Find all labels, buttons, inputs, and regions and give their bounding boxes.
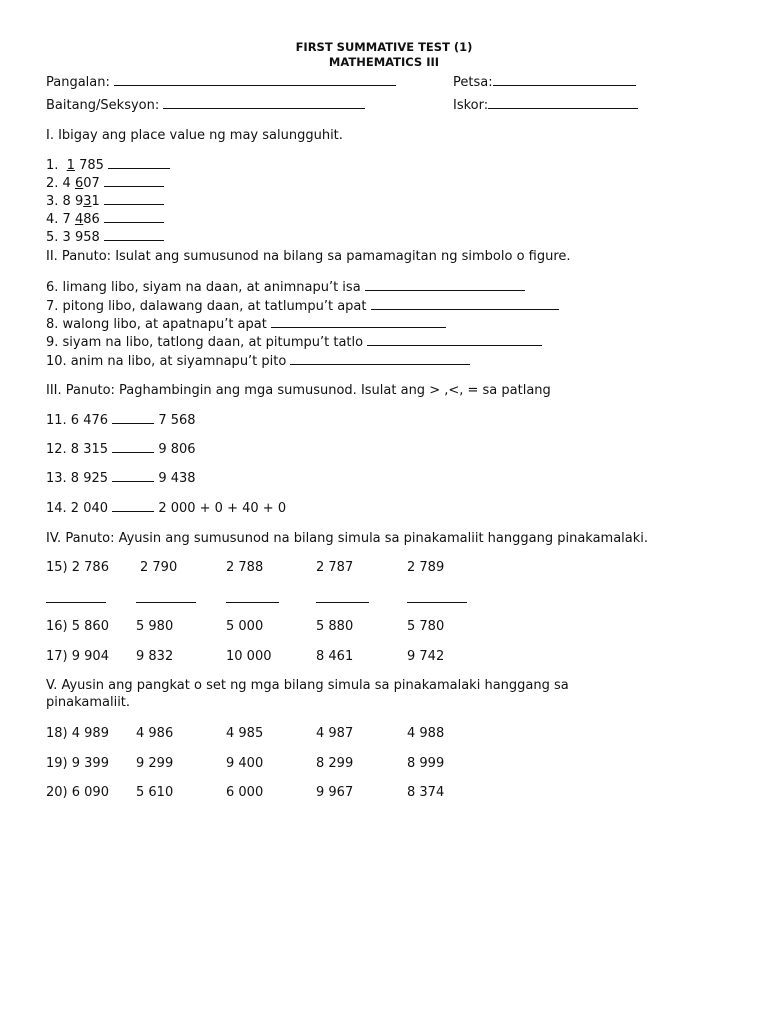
list-item: 1. 1 785 [46, 157, 170, 174]
number-cell: 10 000 [226, 649, 272, 664]
number-cell: 5 000 [226, 619, 264, 634]
number-cell: 15) 2 786 [46, 560, 109, 575]
part1-instruction: I. Ibigay ang place value ng may salungguhit. [46, 128, 343, 143]
score-blank[interactable] [488, 97, 638, 109]
grade-section-blank[interactable] [163, 97, 365, 109]
number-cell: 20) 6 090 [46, 785, 109, 800]
name-blank[interactable] [114, 74, 396, 86]
name-field [46, 74, 396, 91]
date-field [453, 74, 636, 91]
number-cell: 5 610 [136, 785, 174, 800]
answer-blank[interactable] [365, 279, 525, 291]
part3-instruction: III. Panuto: Paghambingin ang mga sumusunod. Isulat ang > ,<, = sa patlang [46, 383, 551, 398]
list-item: 2. 4 607 [46, 175, 164, 192]
list-item: 8. walong libo, at apatnapu’t apat [46, 316, 446, 333]
underlined-digit: 6 [74, 176, 84, 191]
part4-instruction: IV. Panuto: Ayusin ang sumusunod na bilang simula sa pinakamaliit hanggang pinakamalaki. [46, 531, 649, 546]
comparison-blank[interactable] [112, 412, 154, 424]
number-cell: 8 374 [407, 785, 445, 800]
number-cell: 8 999 [407, 756, 445, 771]
list-item: 9. siyam na libo, tatlong daan, at pitumpu’t tatlo [46, 334, 542, 351]
number-cell: 5 980 [136, 619, 174, 634]
answer-blank[interactable] [407, 602, 467, 603]
underlined-digit: 1 [66, 158, 75, 173]
comparison-item: 11. 6 476 7 568 [46, 413, 196, 428]
number-cell: 9 299 [136, 756, 174, 771]
answer-blank[interactable] [136, 602, 196, 603]
date-blank[interactable] [493, 74, 636, 86]
list-item: 7. pitong libo, dalawang daan, at tatlumpu’t apat [46, 298, 559, 315]
part2-instruction: II. Panuto: Isulat ang sumusunod na bilang sa pamamagitan ng simbolo o figure. [46, 249, 571, 264]
number-cell: 6 000 [226, 785, 264, 800]
grade-section-label: Baitang/Seksyon: [46, 98, 160, 113]
answer-blank[interactable] [271, 316, 446, 328]
underlined-digit: 4 [74, 212, 84, 227]
number-cell: 9 742 [407, 649, 445, 664]
number-cell: 9 832 [136, 649, 174, 664]
comparison-item: 14. 2 040 2 000 + 0 + 40 + 0 [46, 501, 287, 516]
list-item: 3. 8 931 [46, 193, 164, 210]
score-field [453, 97, 638, 114]
number-cell: 2 790 [140, 560, 178, 575]
comparison-item: 12. 8 315 9 806 [46, 442, 196, 457]
name-label: Pangalan: [46, 75, 110, 90]
number-cell: 4 985 [226, 726, 264, 741]
number-cell: 8 299 [316, 756, 354, 771]
answer-blank[interactable] [104, 193, 164, 205]
comparison-blank[interactable] [112, 470, 154, 482]
number-cell: 8 461 [316, 649, 354, 664]
number-cell: 4 986 [136, 726, 174, 741]
part5-instruction: V. Ayusin ang pangkat o set ng mga bilang simula sa pinakamalaki hanggang sa [46, 678, 569, 693]
number-cell: 5 880 [316, 619, 354, 634]
date-label: Petsa: [453, 75, 493, 90]
comparison-item: 13. 8 925 9 438 [46, 471, 196, 486]
underlined-digit: 3 [83, 194, 92, 209]
number-cell: 2 788 [226, 560, 264, 575]
answer-blank[interactable] [46, 602, 106, 603]
comparison-blank[interactable] [112, 441, 154, 453]
score-label: Iskor: [453, 98, 489, 113]
grade-section-field [46, 97, 365, 114]
part5-instruction-continued: pinakamaliit. [46, 695, 131, 710]
list-item: 4. 7 486 [46, 211, 164, 228]
list-item: 6. limang libo, siyam na daan, at animnapu’t isa [46, 279, 525, 296]
list-item: 5. 3 958 [46, 229, 164, 246]
number-cell: 5 780 [407, 619, 445, 634]
number-cell: 16) 5 860 [46, 619, 109, 634]
answer-blank[interactable] [226, 602, 279, 603]
answer-blank[interactable] [104, 175, 164, 187]
answer-blank[interactable] [367, 334, 542, 346]
number-cell: 2 789 [407, 560, 445, 575]
number-cell: 2 787 [316, 560, 354, 575]
answer-blank[interactable] [316, 602, 369, 603]
answer-blank[interactable] [104, 211, 164, 223]
comparison-blank[interactable] [112, 500, 154, 512]
number-cell: 4 988 [407, 726, 445, 741]
test-title: FIRST SUMMATIVE TEST (1) [295, 40, 473, 54]
number-cell: 4 987 [316, 726, 354, 741]
answer-blank[interactable] [104, 229, 164, 241]
answer-blank[interactable] [371, 298, 559, 310]
answer-blank[interactable] [108, 157, 170, 169]
number-cell: 19) 9 399 [46, 756, 109, 771]
number-cell: 17) 9 904 [46, 649, 109, 664]
number-cell: 9 400 [226, 756, 264, 771]
number-cell: 18) 4 989 [46, 726, 109, 741]
number-cell: 9 967 [316, 785, 354, 800]
list-item: 10. anim na libo, at siyamnapu’t pito [46, 353, 470, 370]
answer-blank[interactable] [290, 353, 470, 365]
subject-title: MATHEMATICS III [328, 55, 440, 69]
